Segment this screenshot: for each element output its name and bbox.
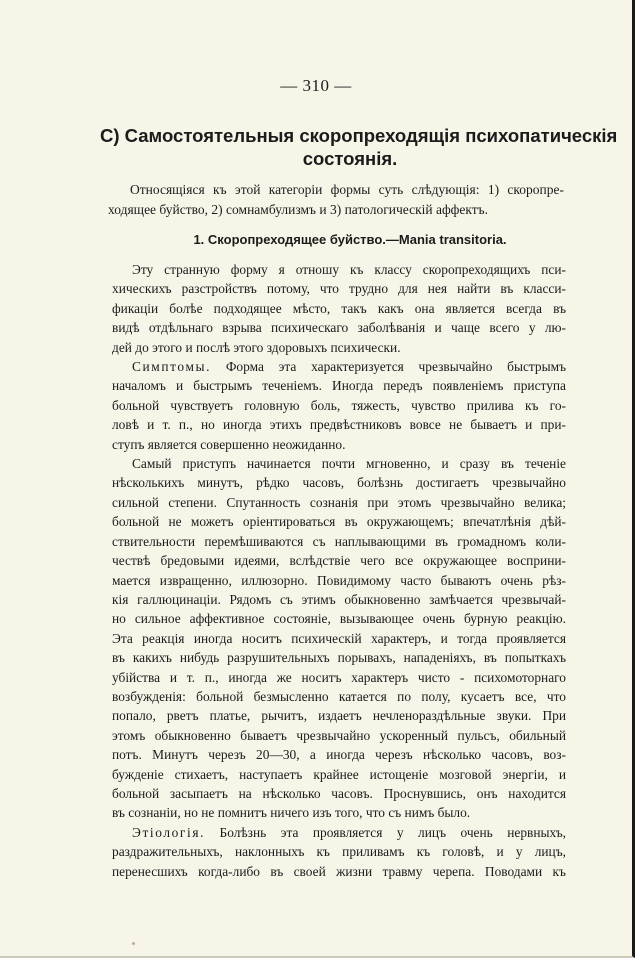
paper-speck [132, 942, 135, 945]
text-line [112, 357, 566, 376]
body-text [112, 260, 566, 881]
subheading: 1. Скоропреходящее буйство.—Mania transitoria. [193, 232, 507, 247]
text-line: больной не можетъ оріентироваться въ окружающемъ; впечатлѣнія дѣй- [112, 514, 566, 530]
text-line: Самый приступъ начинается почти мгновенно, и сразу въ теченіе [132, 456, 566, 472]
paragraph [112, 260, 566, 357]
text-line: нѣсколькихъ минутъ, рѣдко часовъ, болѣзнь достигаетъ чрезвычайно [112, 475, 566, 491]
text-line: началомъ и быстрымъ теченіемъ. Иногда передъ появленіемъ приступа [112, 378, 566, 394]
text-line: раздражительныхъ, наклонныхъ къ приливамъ къ головѣ, и у лицъ, [112, 844, 566, 860]
intro-line: ходящее буйство, 2) сомнамбулизмъ и 3) патологическій аффектъ. [108, 202, 489, 217]
text-line: ствительности перемѣшиваются съ наплывающими въ громадномъ коли- [112, 533, 566, 549]
intro-paragraph [108, 180, 564, 220]
section-title-line: C) Самостоятельныя скоропреходящія психопатическія [100, 125, 618, 146]
text-line: фикаціи болѣе подходящее мѣсто, такъ какъ она является всегда въ [112, 300, 566, 316]
text-line: больной засыпаетъ на нѣсколько часовъ. Проснувшись, онъ находится [112, 785, 566, 801]
text-line: попало, рветъ платье, рычитъ, издаетъ нечленораздѣльные звуки. При [112, 708, 566, 724]
text-line: этомъ обыкновенно бываетъ чрезвычайно ускоренный пульсъ, обильный [112, 727, 566, 743]
paragraph-lead: Симптомы. [132, 359, 212, 375]
text-line: кія галлюцинаціи. Рядомъ съ этимъ обыкновенно замѣчается чрезвычай- [112, 591, 566, 607]
page-number: — 310 — [280, 76, 352, 95]
text-line: видѣ отдѣльнаго взрыва психическаго заболѣванія и чаще всего у лю- [112, 320, 566, 336]
text-line: хическихъ разстройствъ потому, что трудно для нея найти въ класси- [112, 281, 566, 297]
paragraph-lead: Этіологія. [132, 824, 206, 840]
text-fragment: Болѣзнь эта проявляется у лицъ очень нервныхъ, [205, 824, 566, 840]
paragraph [112, 357, 566, 454]
text-line: мается извращенно, иллюзорно. Повидимому часто бываютъ очень рѣз- [112, 572, 566, 588]
text-line: Эта реакція иногда носитъ психическій характеръ, и тогда проявляется [112, 630, 566, 646]
text-line: чествѣ бредовыми идеями, вслѣдствіе чего все окружающее восприни- [112, 553, 566, 569]
text-line: ступъ является совершенно неожиданно. [112, 436, 346, 452]
paragraph [112, 454, 566, 823]
intro-line: Относящіяся къ этой категоріи формы суть слѣдующія: 1) скоропре- [130, 182, 564, 197]
text-fragment: Форма эта характеризуется чрезвычайно быстрымъ [211, 359, 566, 375]
text-line: бужденіе стихаетъ, наступаетъ крайнее истощеніе мозговой энергіи, и [112, 766, 566, 782]
section-title [100, 124, 618, 170]
text-line: больной чувствуетъ головную боль, тяжесть, чувство прилива къ го- [112, 397, 566, 413]
text-line: возбужденія: больной безмысленно катается по полу, кусаетъ все, что [112, 688, 566, 704]
text-line: сильной степени. Спутанность сознанія при этомъ чрезвычайно велика; [112, 494, 566, 510]
text-line: Эту странную форму я отношу къ классу скоропреходящихъ пси- [132, 262, 566, 277]
text-line: въ какихъ нибудь разрушительныхъ порывахъ, нападеніяхъ, въ попыткахъ [112, 650, 566, 666]
section-title-line: состоянія. [302, 148, 398, 169]
text-line: въ сознаніи, но не помнитъ ничего изъ того, что съ нимъ было. [112, 805, 471, 821]
text-line: дей до этого и послѣ этого здоровыхъ психически. [112, 339, 401, 355]
text-line: убійства и т. п., иногда же носитъ характеръ чисто - психомоторнаго [112, 669, 566, 685]
text-line: перенесшихъ когда-либо въ своей жизни травму черепа. Поводами къ [112, 863, 566, 879]
text-line: но сильное аффективное состояніе, вызывающее очень бурную реакцію. [112, 611, 566, 627]
text-line: потъ. Минутъ черезъ 20—30, а иногда черезъ нѣсколько часовъ, воз- [112, 747, 566, 763]
text-line: ловѣ и т. п., но иногда этихъ предвѣстниковъ вовсе не бываетъ и при- [112, 417, 566, 433]
paragraph [112, 823, 566, 881]
text-line [112, 823, 566, 842]
